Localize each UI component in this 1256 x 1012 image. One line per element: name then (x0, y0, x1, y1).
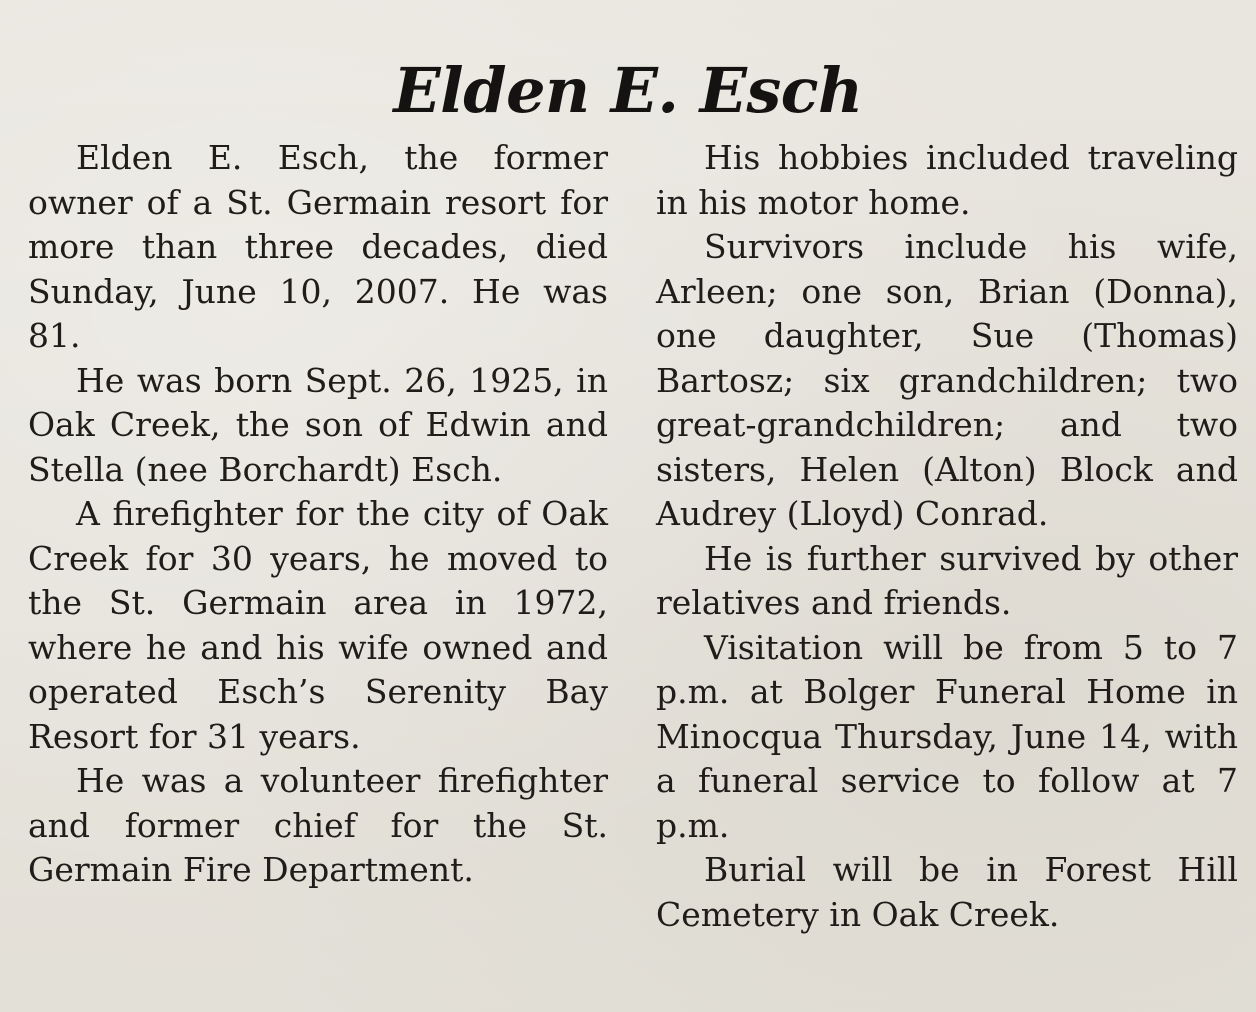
left-column (28, 136, 608, 893)
paragraph-birth: He was born Sept. 26, 1925, in Oak Creek, the son of Edwin and Stella (nee Borchardt) Esch. (28, 360, 608, 489)
right-column (656, 136, 1238, 937)
paragraph-hobbies: His hobbies included traveling in his motor home. (656, 138, 1238, 222)
paragraph-career: A firefighter for the city of Oak Creek for 30 years, he moved to the St. Germain area in 1972, where he and his wife owned and operated Esch’s Serenity Bay Resort for 31 years. (28, 494, 608, 756)
paragraph-fire-department: He was a volunteer firefighter and former chief for the St. Germain Fire Department. (28, 761, 608, 889)
paragraph-survivors: Survivors include his wife, Arleen; one son, Brian (Donna), one daughter, Sue (Thomas) Bartosz; six grandchildren; two great-grandchildren; and two sisters, Helen (Alton) Block and Audrey (Lloyd) Conrad. (656, 227, 1238, 533)
paragraph-death-notice: Elden E. Esch, the former owner of a St. Germain resort for more than three decades, died Sunday, June 10, 2007. He was 81. (28, 138, 608, 355)
paragraph-further-survived: He is further survived by other relatives and friends. (656, 538, 1238, 622)
paragraph-visitation: Visitation will be from 5 to 7 p.m. at Bolger Funeral Home in Minocqua Thursday, June 14, with a funeral service to follow at 7 p.m. (656, 627, 1238, 845)
paragraph-burial: Burial will be in Forest Hill Cemetery in Oak Creek. (656, 850, 1238, 934)
obituary-headline: Elden E. Esch (393, 53, 863, 127)
